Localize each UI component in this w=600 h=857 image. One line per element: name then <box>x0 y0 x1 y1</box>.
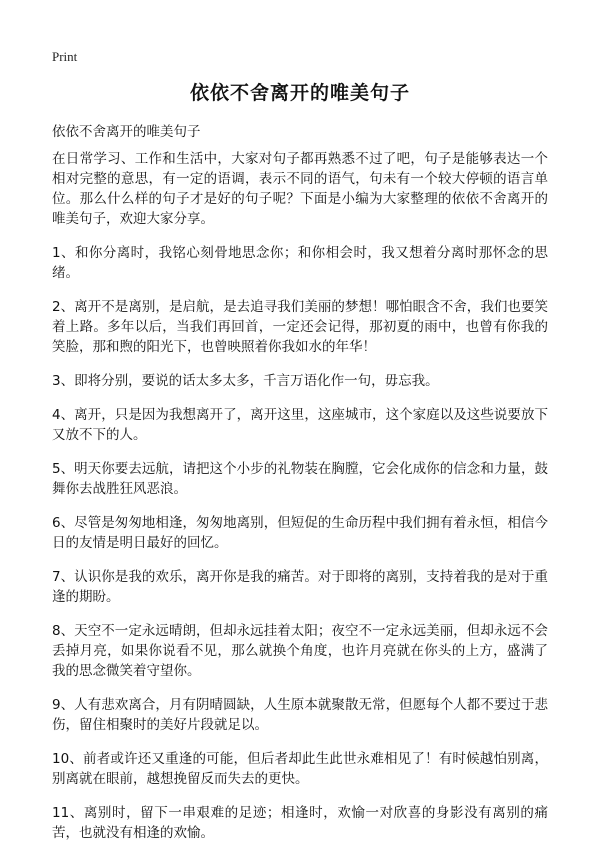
quote-item-9: 9、人有悲欢离合，月有阴晴圆缺，人生原本就聚散无常，但愿每个人都不要过于悲伤，留住相聚时的美好片段就足以。 <box>52 697 548 733</box>
quote-item-10: 10、前者或许还又重逢的可能，但后者却此生此世永难相见了！有时候越怕别离，别离就在眼前，越想挽留反而失去的更快。 <box>52 751 548 787</box>
quote-item-1: 1、和你分离时，我铭心刻骨地思念你；和你相会时，我又想着分离时那怀念的思绪。 <box>52 245 548 281</box>
quote-item-8: 8、天空不一定永远晴朗，但却永远挂着太阳；夜空不一定永远美丽，但却永远不会丢掉月亮，如果你说看不见，那么就换个角度，也许月亮就在你头的上方，盛满了我的思念微笑着守望你。 <box>52 623 548 679</box>
quote-item-4: 4、离开，只是因为我想离开了，离开这里，这座城市，这个家庭以及这些说要放下又放不下的人。 <box>52 407 548 443</box>
quote-item-7: 7、认识你是我的欢乐，离开你是我的痛苦。对于即将的离别，支持着我的是对于重逢的期盼。 <box>52 569 548 605</box>
article-subtitle: 依依不舍离开的唯美句子 <box>52 124 201 140</box>
print-link[interactable]: Print <box>52 49 78 64</box>
quote-item-3: 3、即将分别，要说的话太多太多，千言万语化作一句，毋忘我。 <box>52 373 439 389</box>
intro-paragraph: 在日常学习、工作和生活中，大家对句子都再熟悉不过了吧，句子是能够表达一个相对完整的意思，有一定的语调，表示不同的语气，句未有一个较大停顿的语言单位。那么什么样的句子才是好的句子呢？下面是小编为大家整理的依依不舍离开的唯美句子，欢迎大家分享。 <box>52 151 548 227</box>
quote-item-6: 6、尽管是匆匆地相逢，匆匆地离别，但短促的生命历程中我们拥有着永恒，相信今日的友情是明日最好的回忆。 <box>52 515 548 551</box>
quote-item-5: 5、明天你要去远航，请把这个小步的礼物装在胸膛，它会化成你的信念和力量，鼓舞你去战胜狂风恶浪。 <box>52 461 548 497</box>
page-title: 依依不舍离开的唯美句子 <box>189 82 410 104</box>
quote-item-11: 11、离别时，留下一串艰难的足迹；相逢时，欢愉一对欣喜的身影没有离别的痛苦，也就没有相逢的欢愉。 <box>52 805 548 841</box>
article-body <box>52 149 548 857</box>
quote-item-2: 2、离开不是离别，是启航，是去追寻我们美丽的梦想！哪怕眼含不舍，我们也要笑着上路。多年以后，当我们再回首，一定还会记得，那初夏的雨中，也曾有你我的笑脸，那和煦的阳光下，也曾映照着你我如水的年华！ <box>52 299 548 355</box>
